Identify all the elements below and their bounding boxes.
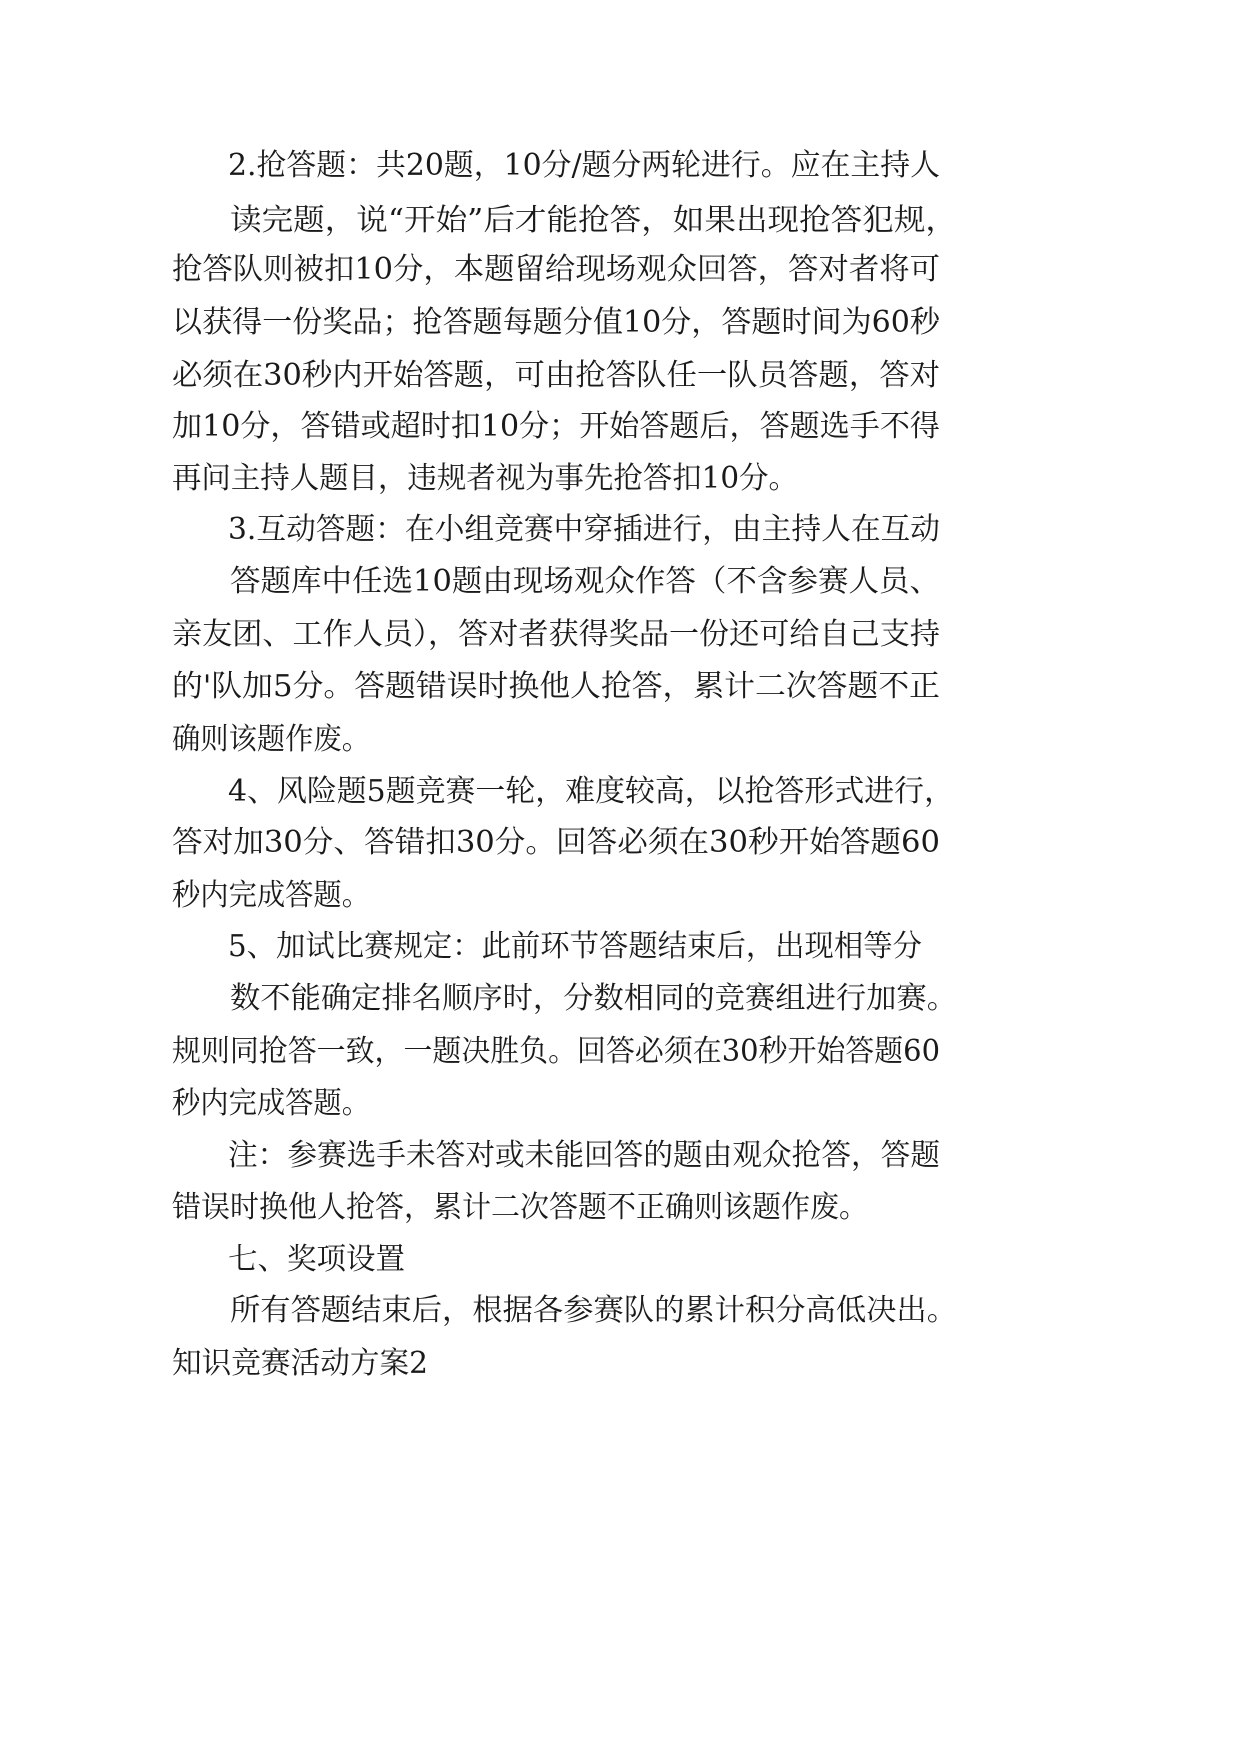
text-line: 抢答队则被扣10分，本题留给现场观众回答，答对者将可 (172, 252, 940, 287)
text-line: 答题库中任选10题由现场观众作答（不含参赛人员、 (230, 564, 940, 599)
text-line: 以获得一份奖品；抢答题每题分值10分，答题时间为60秒 (172, 305, 940, 340)
text-line: 必须在30秒内开始答题，可由抢答队任一队员答题，答对 (172, 358, 940, 393)
text-line: 错误时换他人抢答，累计二次答题不正确则该题作废。 (172, 1190, 868, 1225)
text-line: 数不能确定排名顺序时，分数相同的竞赛组进行加赛。 (230, 981, 957, 1016)
text-line: 的'队加5分。答题错误时换他人抢答，累计二次答题不正 (172, 669, 940, 704)
text-line: 注：参赛选手未答对或未能回答的题由观众抢答，答题 (228, 1138, 940, 1173)
text-line: 亲友团、工作人员），答对者获得奖品一份还可给自己支持 (172, 617, 941, 652)
text-line: 规则同抢答一致，一题决胜负。回答必须在30秒开始答题60 (172, 1034, 940, 1069)
text-line: 4、风险题5题竞赛一轮，难度较高，以抢答形式进行， (228, 774, 954, 809)
text-line: 2.抢答题：共20题，10分/题分两轮进行。应在主持人 (228, 148, 940, 183)
text-line: 答对加30分、答错扣30分。回答必须在30秒开始答题60 (172, 825, 940, 860)
text-line: 3.互动答题：在小组竞赛中穿插进行，由主持人在互动 (228, 512, 940, 547)
text-line: 确则该题作废。 (172, 722, 370, 757)
text-line: 秒内完成答题。 (172, 878, 370, 913)
text-line: 秒内完成答题。 (172, 1086, 370, 1121)
text-line: 再问主持人题目，违规者视为事先抢答扣10分。 (172, 461, 798, 496)
text-line: 所有答题结束后，根据各参赛队的累计积分高低决出。 (230, 1293, 957, 1328)
text-line: 5、加试比赛规定：此前环节答题结束后，出现相等分 (228, 929, 922, 964)
document-title: 知识竞赛活动方案2 (172, 1346, 428, 1381)
section-heading: 七、奖项设置 (228, 1242, 405, 1277)
text-line: 读完题，说“开始”后才能抢答，如果出现抢答犯规， (230, 203, 957, 238)
text-line: 加10分，答错或超时扣10分；开始答题后，答题选手不得 (172, 409, 940, 444)
